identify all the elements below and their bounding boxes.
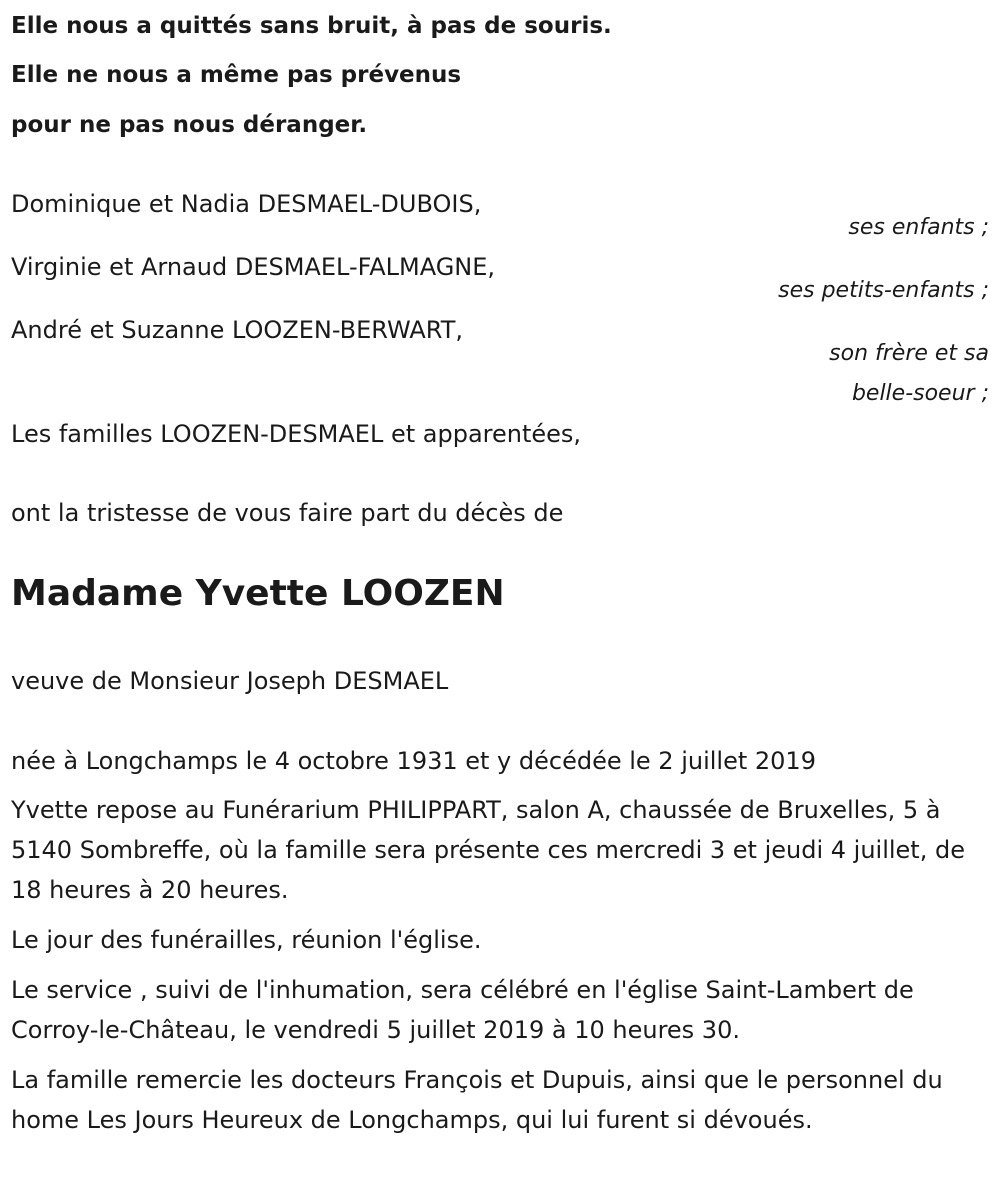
announcement-line: ont la tristesse de vous faire part du décès de — [11, 499, 564, 527]
family-sibling-relation-line-2: belle-soeur ; — [851, 381, 989, 406]
families-line: Les familles LOOZEN-DESMAEL et apparentées, — [11, 420, 582, 448]
poem-line-2: Elle ne nous a même pas prévenus — [11, 62, 462, 88]
thanks-paragraph: La famille remercie les docteurs François et Dupuis, ainsi que le personnel du home Les Jours Heureux de Longchamps, qui lui furent si dévoués. — [11, 1066, 943, 1134]
family-grandchildren-relation: ses petits-enfants ; — [778, 278, 989, 303]
birth-death-line: née à Longchamps le 4 octobre 1931 et y décédée le 2 juillet 2019 — [11, 747, 816, 775]
family-grandchildren-names: Virginie et Arnaud DESMAEL-FALMAGNE, — [11, 253, 496, 281]
family-children-names: Dominique et Nadia DESMAEL-DUBOIS, — [11, 190, 482, 218]
family-sibling-names: André et Suzanne LOOZEN-BERWART, — [11, 316, 464, 344]
deceased-name: Madame Yvette LOOZEN — [11, 573, 505, 614]
funerarium-paragraph: Yvette repose au Funérarium PHILIPPART, salon A, chaussée de Bruxelles, 5 à 5140 Sombreffe, où la famille sera présente ces mercredi 3 et jeudi 4 juillet, de 18 heures à 20 heures. — [11, 796, 965, 904]
service-paragraph: Le service , suivi de l'inhumation, sera célébré en l'église Saint-Lambert de Corroy-le-Château, le vendredi 5 juillet 2019 à 10 heures 30. — [11, 976, 914, 1044]
family-sibling-relation-line-1: son frère et sa — [829, 341, 989, 366]
poem-line-3: pour ne pas nous déranger. — [11, 112, 368, 138]
poem-line-1: Elle nous a quittés sans bruit, à pas de souris. — [11, 13, 612, 39]
gathering-paragraph: Le jour des funérailles, réunion l'église. — [11, 926, 482, 954]
widow-of-line: veuve de Monsieur Joseph DESMAEL — [11, 667, 449, 695]
family-children-relation: ses enfants ; — [848, 215, 989, 240]
